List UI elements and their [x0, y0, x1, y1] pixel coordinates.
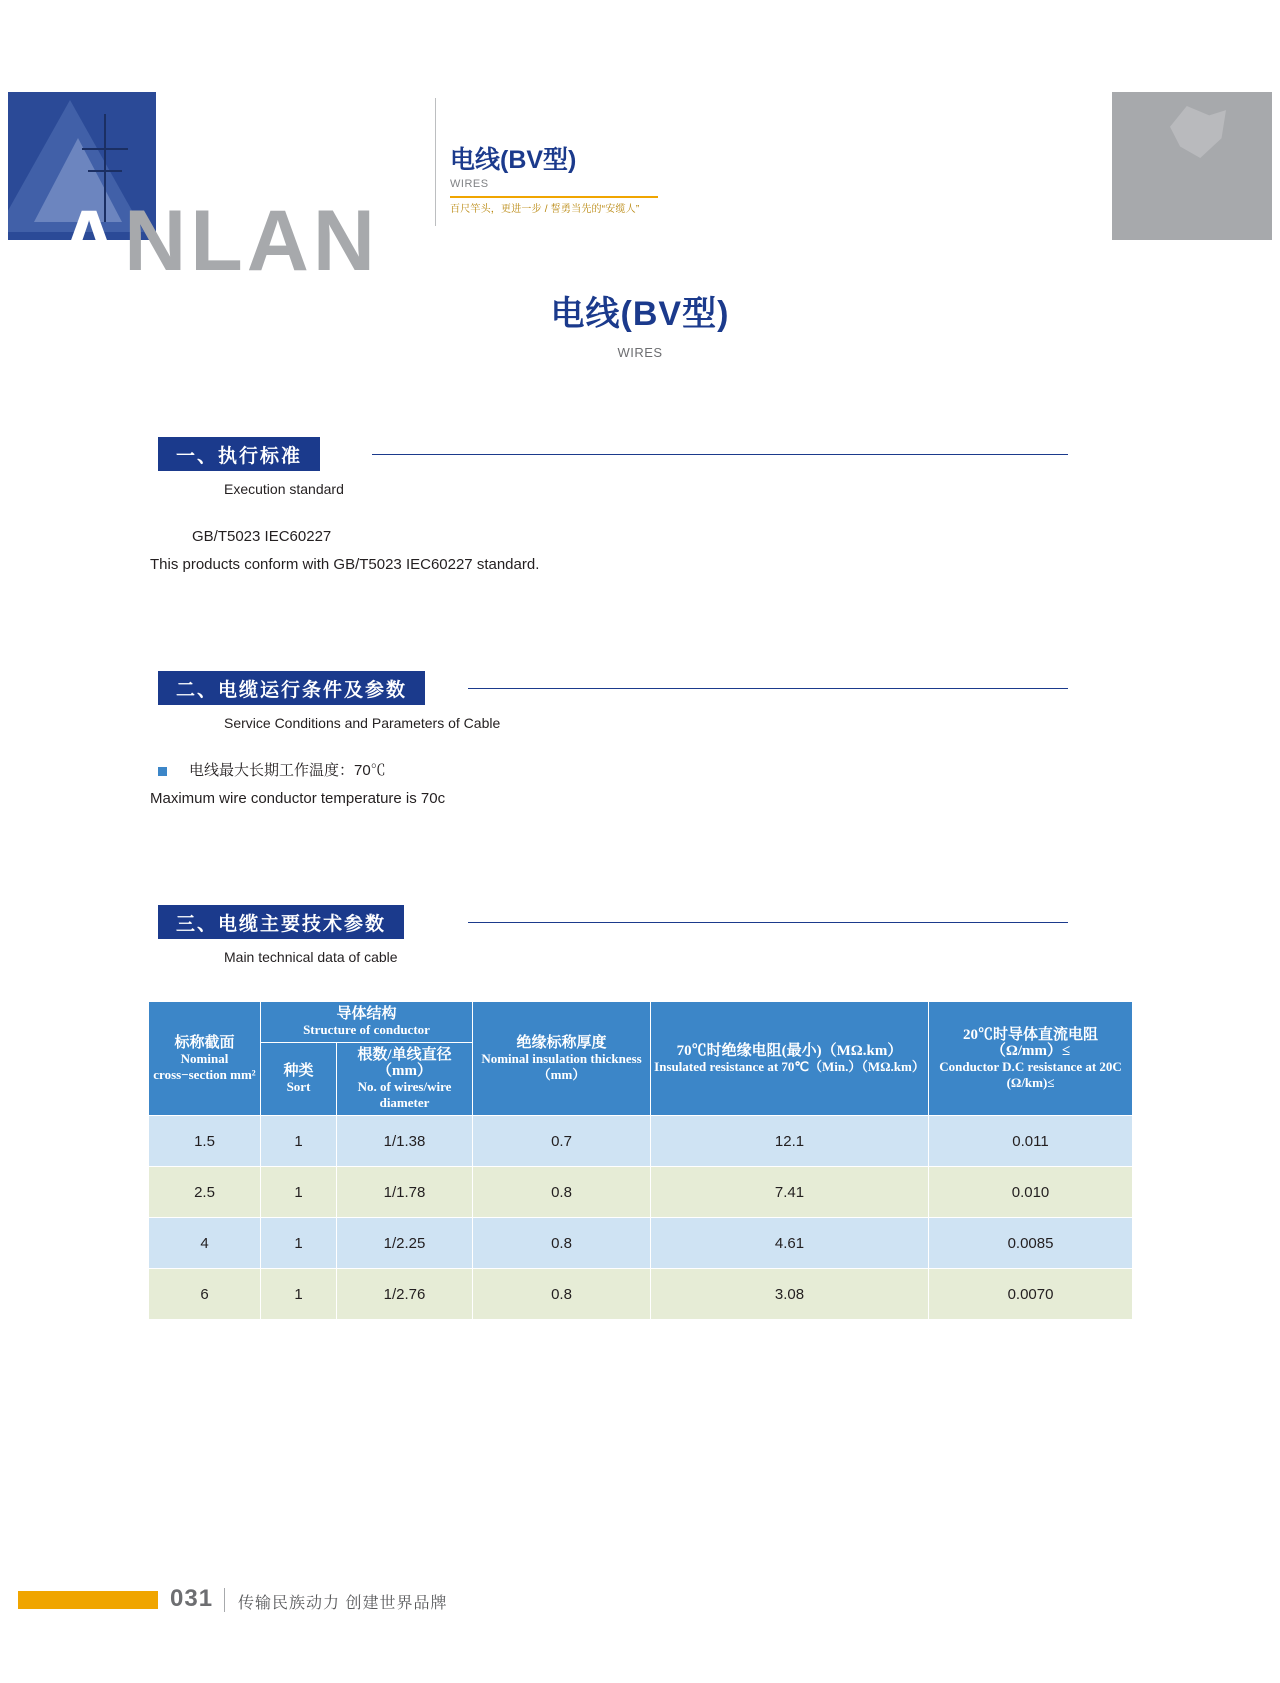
section-service-conditions	[0, 671, 1280, 813]
brand-wordmark-rest: NLAN	[124, 193, 379, 289]
section-3-subtitle: Main technical data of cable	[224, 949, 398, 965]
square-bullet-icon	[158, 767, 167, 776]
header-sort-cn: 种类	[283, 1063, 314, 1079]
section-1-subtitle: Execution standard	[224, 481, 344, 497]
cell-dc-resistance: 0.011	[929, 1116, 1133, 1167]
spec-table-wrapper	[148, 1001, 1132, 1320]
header-nominal-cross-section-en: Nominal cross−section mm²	[153, 1050, 256, 1082]
brand-wordmark-first-letter: A	[58, 193, 125, 289]
section-1-tab: 一、执行标准	[158, 437, 320, 471]
cell-nominal-cross-section: 6	[149, 1269, 261, 1320]
cell-dc-resistance: 0.0070	[929, 1269, 1133, 1320]
header-nominal-insulation-thickness	[473, 1002, 651, 1116]
cell-nominal-cross-section: 2.5	[149, 1167, 261, 1218]
page-title	[0, 286, 1280, 360]
cell-insulation-resistance: 7.41	[651, 1167, 929, 1218]
header-insulation-resistance-70c	[651, 1002, 929, 1116]
section-2-tab: 二、电缆运行条件及参数	[158, 671, 425, 705]
section-3-heading	[0, 905, 1280, 939]
header-divider	[435, 98, 436, 226]
cell-insulation-resistance: 3.08	[651, 1269, 929, 1320]
page-title-cn: 电线(BV型)	[550, 295, 730, 333]
header-insulation-resistance-70c-cn: 70℃时绝缘电阻(最小)（MΩ.km）	[676, 1042, 903, 1059]
header-nominal-cross-section-cn: 标称截面	[174, 1034, 235, 1051]
cell-insulation-resistance: 4.61	[651, 1218, 929, 1269]
section-technical-data	[0, 905, 1280, 965]
header-wire-diameter	[337, 1043, 473, 1116]
table-header-row-1	[149, 1002, 1133, 1043]
cell-sort: 1	[261, 1116, 337, 1167]
header-structure-of-conductor-cn: 导体结构	[336, 1006, 397, 1022]
section-2-bullet-cn: 电线最大长期工作温度：70℃	[189, 762, 386, 779]
brand-wordmark	[58, 193, 379, 289]
header-slogan-rule	[450, 196, 658, 198]
header-sort	[261, 1043, 337, 1116]
cell-wire-diameter: 1/2.76	[337, 1269, 473, 1320]
spec-table	[148, 1001, 1133, 1320]
cell-insulation-thickness: 0.8	[473, 1269, 651, 1320]
cell-nominal-cross-section: 1.5	[149, 1116, 261, 1167]
page-title-en: WIRES	[617, 345, 663, 360]
footer-accent-bar	[18, 1591, 158, 1609]
map-shape-icon	[1170, 106, 1226, 158]
header-dc-resistance-20c-en: Conductor D.C resistance at 20C (Ω/km)≤	[939, 1058, 1122, 1090]
section-2-bullet-en: Maximum wire conductor temperature is 70c	[150, 790, 446, 807]
cell-insulation-thickness: 0.8	[473, 1167, 651, 1218]
section-1-heading	[0, 437, 1280, 471]
cell-nominal-cross-section: 4	[149, 1218, 261, 1269]
section-2-body	[150, 757, 1280, 813]
page-number: 031	[170, 1585, 214, 1612]
page-footer	[0, 1585, 1280, 1615]
section-2-subtitle: Service Conditions and Parameters of Cable	[224, 715, 501, 731]
cell-dc-resistance: 0.0085	[929, 1218, 1133, 1269]
section-3-rule	[468, 922, 1068, 923]
header-structure-of-conductor	[261, 1002, 473, 1043]
table-row	[149, 1269, 1133, 1320]
cell-wire-diameter: 1/1.38	[337, 1116, 473, 1167]
cell-insulation-thickness: 0.8	[473, 1218, 651, 1269]
cell-dc-resistance: 0.010	[929, 1167, 1133, 1218]
header-wire-diameter-en: No. of wires/wire diameter	[357, 1079, 452, 1110]
cell-insulation-resistance: 12.1	[651, 1116, 929, 1167]
footer-divider	[224, 1588, 225, 1612]
section-1-body	[150, 523, 1280, 579]
cell-sort: 1	[261, 1269, 337, 1320]
header-nominal-insulation-thickness-en: Nominal insulation thickness（mm）	[481, 1050, 642, 1082]
header-insulation-resistance-70c-en: Insulated resistance at 70℃（Min.）（MΩ.km）	[654, 1058, 925, 1074]
header-decoration-block	[1112, 92, 1272, 240]
section-1-standard-code: GB/T5023 IEC60227	[192, 528, 332, 545]
header-dc-resistance-20c	[929, 1002, 1133, 1116]
footer-slogan: 传输民族动力 创建世界品牌	[238, 1595, 448, 1612]
table-row	[149, 1218, 1133, 1269]
spec-table-body	[149, 1116, 1133, 1320]
header-nominal-insulation-thickness-cn: 绝缘标称厚度	[516, 1034, 607, 1051]
header-structure-of-conductor-en: Structure of conductor	[303, 1022, 430, 1037]
header-dc-resistance-20c-cn: 20℃时导体直流电阻（Ω/mm）≤	[963, 1026, 1099, 1059]
table-row	[149, 1116, 1133, 1167]
header-nominal-cross-section	[149, 1002, 261, 1116]
cell-wire-diameter: 1/1.78	[337, 1167, 473, 1218]
cell-sort: 1	[261, 1218, 337, 1269]
header-wire-diameter-cn: 根数/单线直径（mm）	[357, 1047, 452, 1079]
cell-sort: 1	[261, 1167, 337, 1218]
page-header	[0, 92, 1280, 289]
table-row	[149, 1167, 1133, 1218]
header-title-cn: 电线(BV型)	[450, 146, 577, 174]
section-3-tab: 三、电缆主要技术参数	[158, 905, 404, 939]
header-title-en: WIRES	[450, 178, 489, 190]
section-2-heading	[0, 671, 1280, 705]
section-1-standard-statement: This products conform with GB/T5023 IEC60227 standard.	[150, 556, 540, 573]
header-slogan: 百尺竿头，更进一步 / 誓勇当先的“安缆人”	[450, 204, 640, 215]
cell-insulation-thickness: 0.7	[473, 1116, 651, 1167]
section-execution-standard	[0, 437, 1280, 579]
section-1-rule	[372, 454, 1068, 455]
header-sort-en: Sort	[286, 1079, 311, 1094]
cell-wire-diameter: 1/2.25	[337, 1218, 473, 1269]
section-2-bullet-row	[158, 757, 1280, 785]
section-2-rule	[468, 688, 1068, 689]
